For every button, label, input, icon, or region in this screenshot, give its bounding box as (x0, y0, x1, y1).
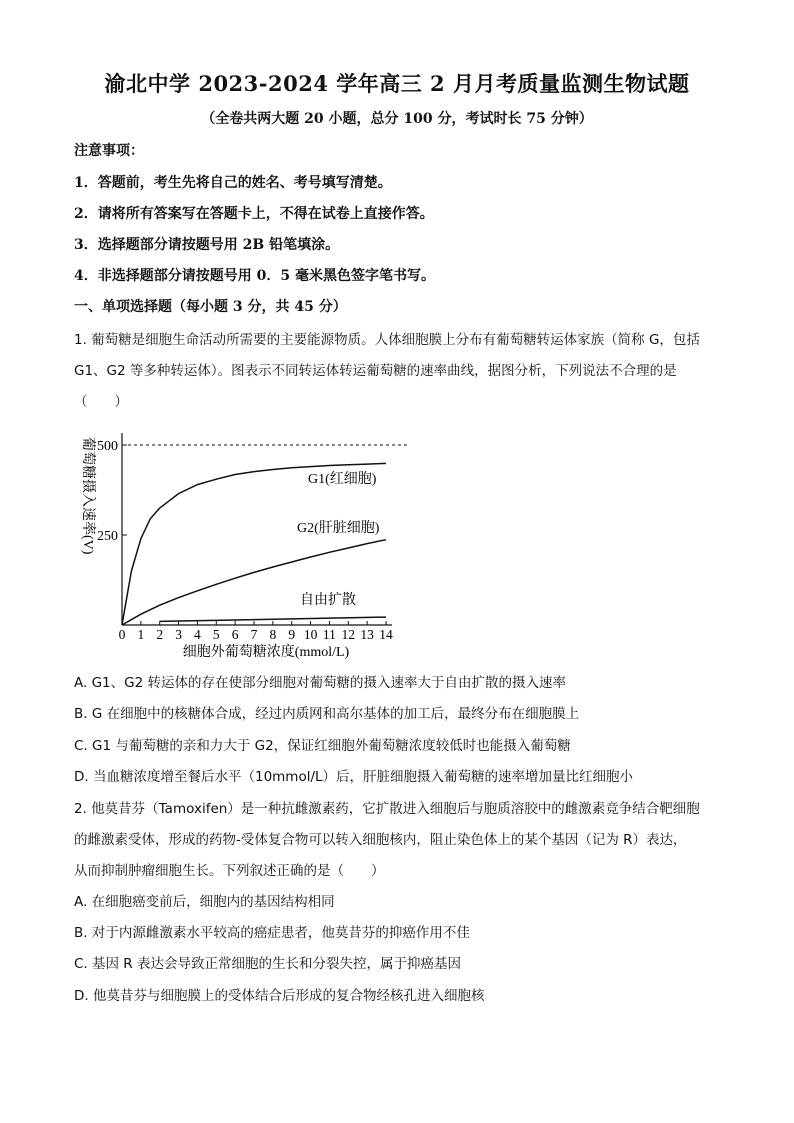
x-tick-label: 8 (269, 627, 277, 642)
notice-heading: 注意事项： (74, 143, 144, 159)
x-tick-label: 5 (212, 627, 220, 642)
section-heading: 一、单项选择题（每小题 3 分，共 45 分） (74, 299, 347, 315)
q1-option-d: D. 当血糖浓度增至餐后水平（10mmol/L）后，肝脏细胞摄入葡萄糖的速率增加量比红细胞小 (74, 769, 634, 785)
notice-item: 1．答题前，考生先将自己的姓名、考号填写清楚。 (74, 175, 392, 191)
x-tick-label: 1 (137, 627, 145, 642)
notice-item: 4．非选择题部分请按题号用 0．5 毫米黑色签字笔书写。 (74, 268, 435, 284)
series-line (122, 540, 386, 625)
notice-item: 2．请将所有答案写在答题卡上，不得在试卷上直接作答。 (74, 206, 434, 222)
x-tick-label: 2 (156, 627, 164, 642)
q1-stem-line: （ ） (74, 394, 128, 410)
x-tick-label: 9 (288, 627, 296, 642)
series-label: G1(红细胞) (308, 472, 377, 487)
x-tick-label: 10 (303, 627, 318, 642)
x-tick-label: 3 (175, 627, 182, 642)
x-tick-label: 4 (194, 627, 201, 642)
x-tick-label: 6 (231, 627, 239, 642)
q1-option-b: B. G 在细胞中的核糖体合成，经过内质网和高尔基体的加工后，最终分布在细胞膜上 (74, 706, 580, 722)
y-tick-label: 500 (97, 439, 118, 454)
y-tick-label: 250 (97, 529, 118, 544)
q2-option-b: B. 对于内源雌激素水平较高的癌症患者，他莫昔芬的抑癌作用不佳 (74, 925, 470, 941)
x-tick-label: 12 (341, 627, 356, 642)
q2-stem-line: 从而抑制肿瘤细胞生长。下列叙述正确的是（ ） (74, 863, 385, 879)
q2-option-d: D. 他莫昔芬与细胞膜上的受体结合后形成的复合物经核孔进入细胞核 (74, 988, 485, 1004)
q1-stem-line: G1、G2 等多种转运体）。图表示不同转运体转运葡萄糖的速率曲线，据图分析，下列说法不合理的是 (74, 363, 677, 379)
series-label: 自由扩散 (300, 593, 356, 608)
q2-option-c: C. 基因 R 表达会导致正常细胞的生长和分裂失控，属于抑癌基因 (74, 956, 461, 972)
x-tick-label: 13 (360, 627, 374, 642)
x-tick-label: 7 (250, 627, 258, 642)
q1-stem-line: 1. 葡萄糖是细胞生命活动所需要的主要能源物质。人体细胞膜上分布有葡萄糖转运体家族（简称 G，包括 (74, 332, 700, 348)
q2-stem-line: 2. 他莫昔芬（Tamoxifen）是一种抗雌激素药，它扩散进入细胞后与胞质溶胶中的雌激素竞争结合靶细胞 (74, 801, 700, 817)
q1-option-c: C. G1 与葡萄糖的亲和力大于 G2，保证红细胞外葡萄糖浓度较低时也能摄入葡萄糖 (74, 738, 571, 754)
q2-option-a: A. 在细胞癌变前后，细胞内的基因结构相同 (74, 894, 335, 910)
series-label: G2(肝脏细胞) (297, 521, 380, 536)
x-axis-label: 细胞外葡萄糖浓度(mmol/L) (182, 645, 350, 660)
series-line (122, 463, 386, 625)
notice-item: 3．选择题部分请按题号用 2B 铅笔填涂。 (74, 237, 340, 253)
exam-title: 渝北中学 2023-2024 学年高三 2 月月考质量监测生物试题 (104, 71, 690, 96)
y-axis-label: 葡萄糖摄入速率(V) (80, 437, 95, 555)
q2-stem-line: 的雌激素受体，形成的药物-受体复合物可以转入细胞核内，阻止染色体上的某个基因（记为 R）表达， (74, 832, 687, 848)
q1-option-a: A. G1、G2 转运体的存在使部分细胞对葡萄糖的摄入速率大于自由扩散的摄入速率 (74, 675, 566, 691)
x-tick-label: 0 (118, 627, 126, 642)
exam-subtitle: （全卷共两大题 20 小题，总分 100 分，考试时长 75 分钟） (201, 111, 593, 127)
x-tick-label: 11 (322, 627, 336, 642)
series-line (160, 617, 386, 621)
x-tick-label: 14 (379, 627, 393, 642)
